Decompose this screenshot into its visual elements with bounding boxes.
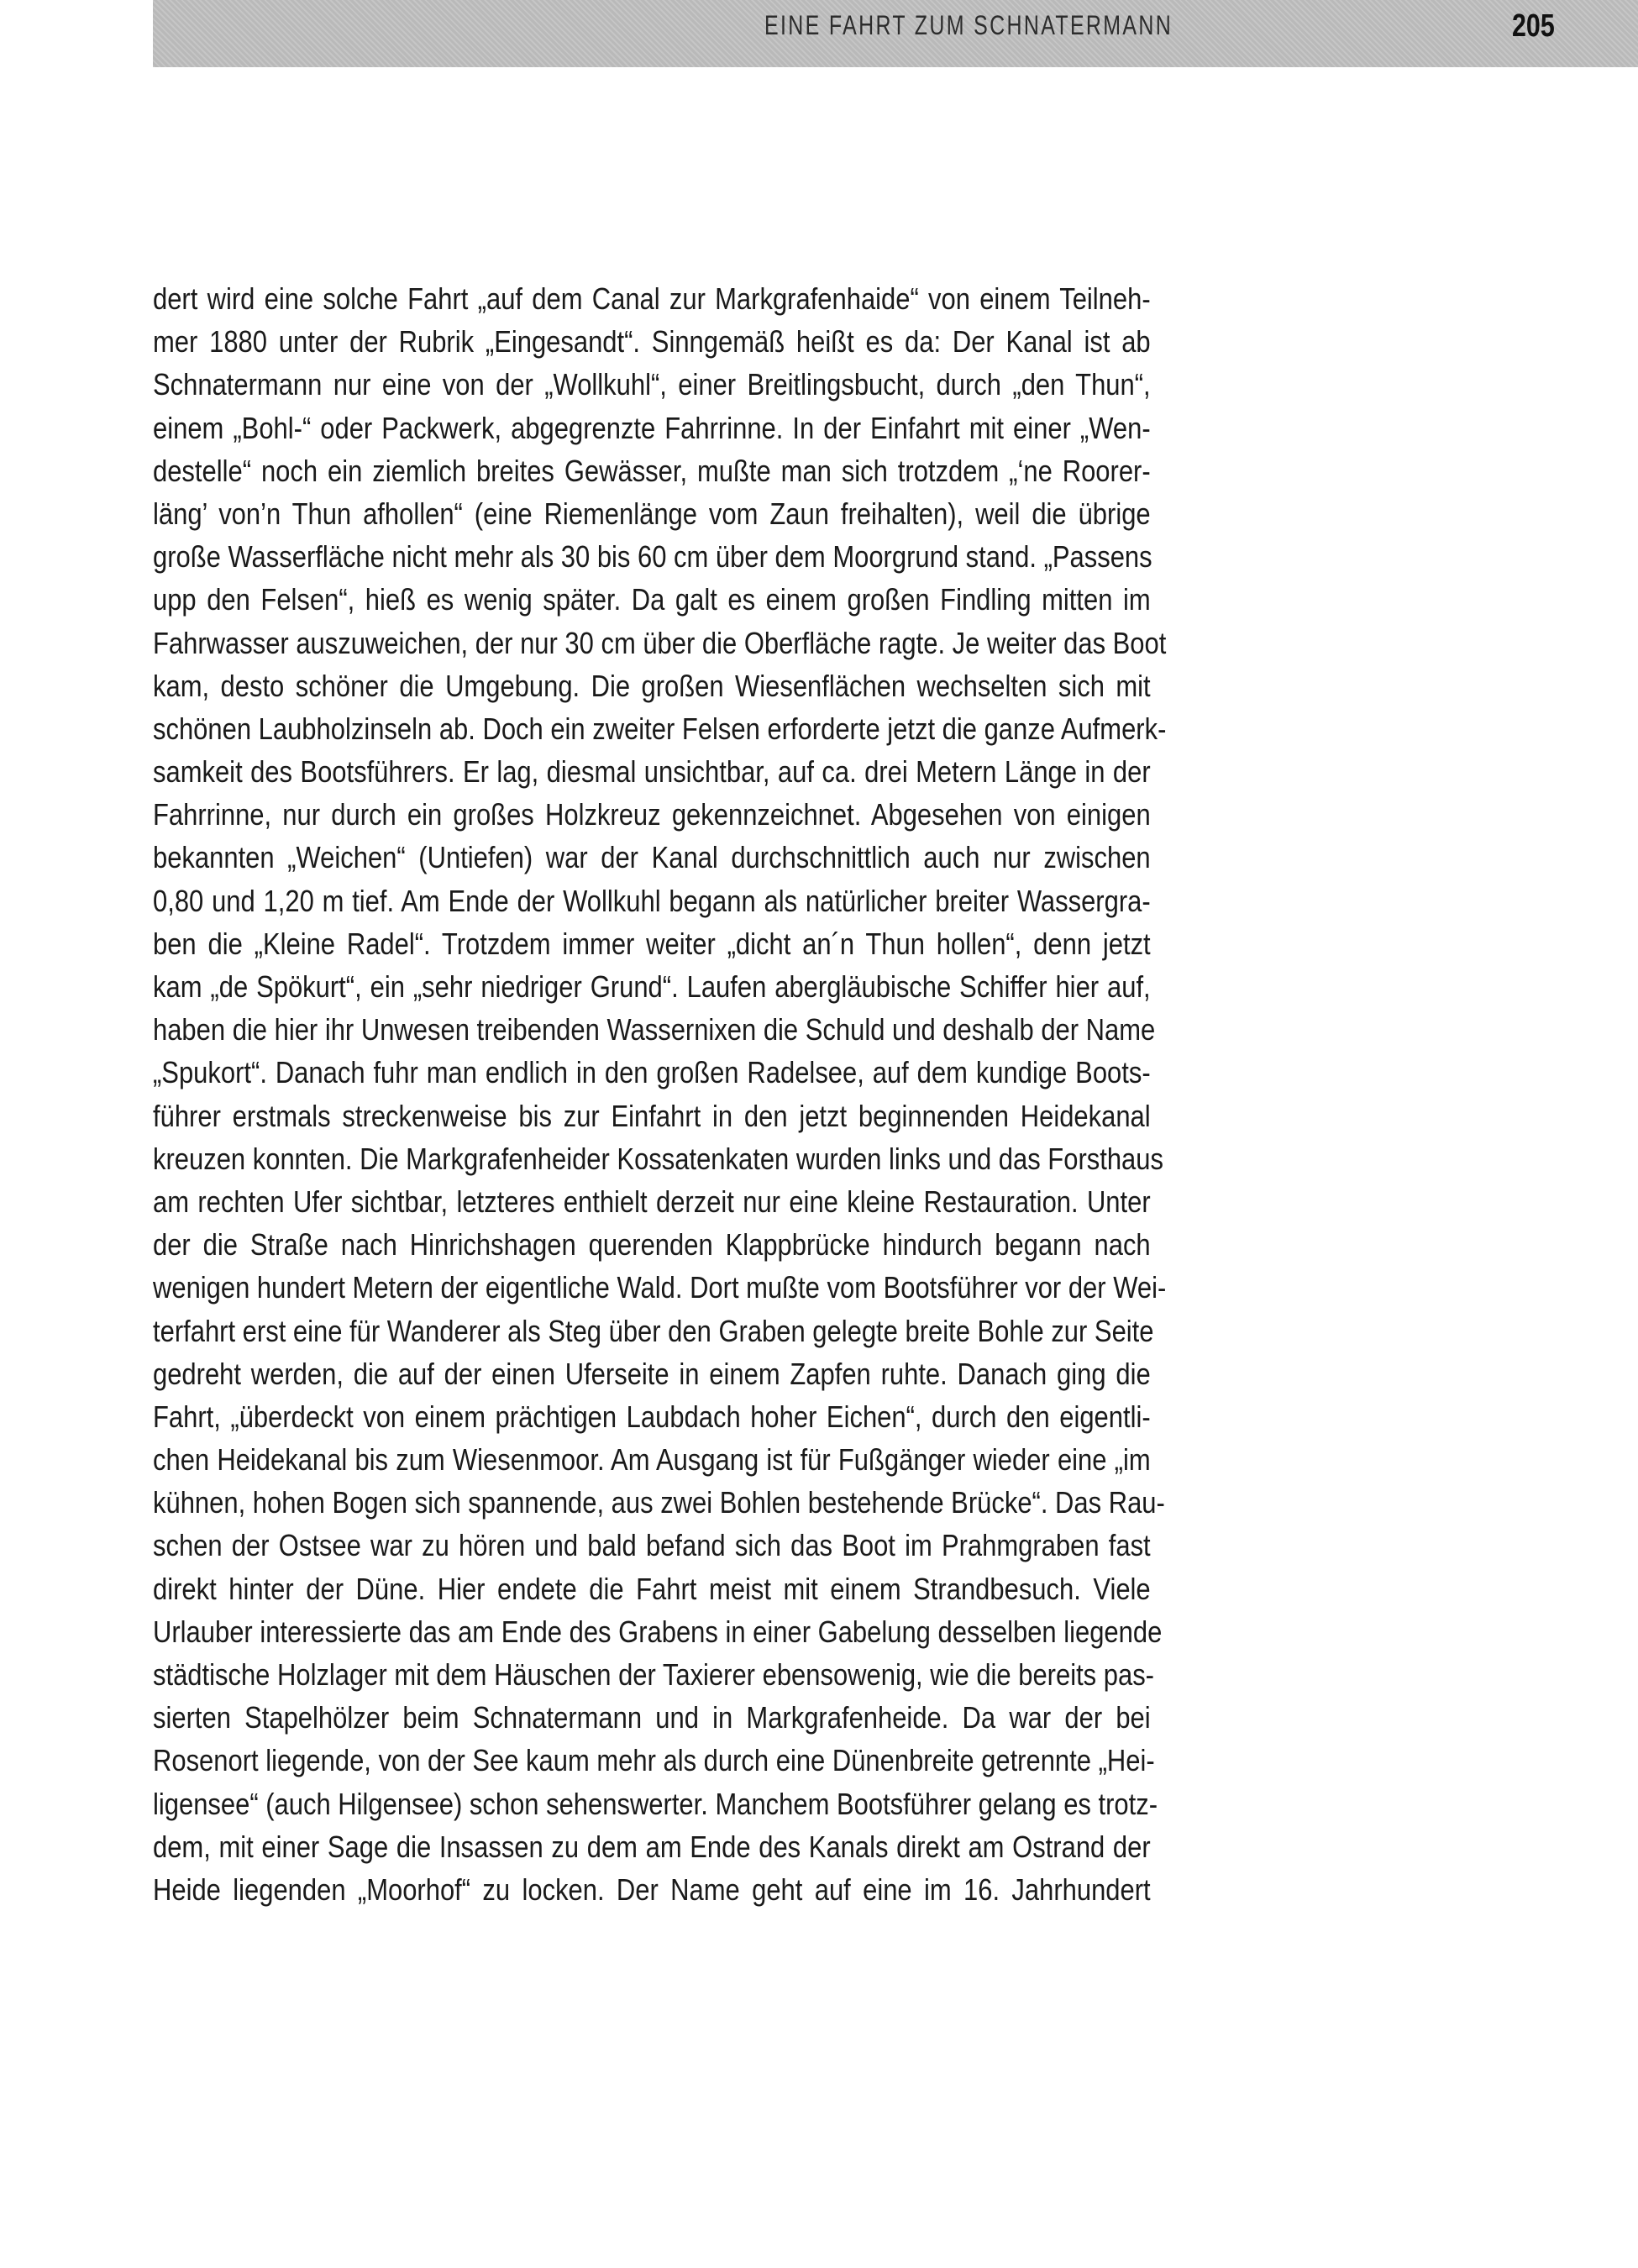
page-number: 205 [1512,8,1555,44]
text-line: „Spukort“. Danach fuhr man endlich in den großen Radelsee, auf dem kundige Boots- [153,1055,1151,1090]
text-line: läng’ von’n Thun afhollen“ (eine Riemenlänge vom Zaun freihalten), weil die übrige [153,496,1151,531]
text-line: sierten Stapelhölzer beim Schnatermann und in Markgrafenheide. Da war der bei [153,1700,1151,1735]
text-line: Fahrt, „überdeckt von einem prächtigen Laubdach hoher Eichen“, durch den eigentli- [153,1399,1151,1434]
text-line: Rosenort liegende, von der See kaum mehr als durch eine Dünenbreite getrennte „Hei- [153,1743,1155,1778]
text-line: destelle“ noch ein ziemlich breites Gewässer, mußte man sich trotzdem „‘ne Roorer- [153,453,1151,488]
text-line: städtische Holzlager mit dem Häuschen der Taxierer ebensowenig, wie die bereits pas- [153,1657,1155,1692]
text-line: kam, desto schöner die Umgebung. Die großen Wiesenflächen wechselten sich mit [153,668,1151,703]
text-line: schönen Laubholzinseln ab. Doch ein zweiter Felsen erforderte jetzt die ganze Aufmerk- [153,711,1167,746]
text-line: einem „Bohl-“ oder Packwerk, abgegrenzte Fahrrinne. In der Einfahrt mit einer „Wen- [153,410,1151,445]
text-line: upp den Felsen“, hieß es wenig später. Da galt es einem großen Findling mitten im [153,582,1151,617]
text-line: ligensee“ (auch Hilgensee) schon sehenswerter. Manchem Bootsführer gelang es trotz- [153,1786,1158,1821]
text-line: mer 1880 unter der Rubrik „Eingesandt“. Sinngemäß heißt es da: Der Kanal ist ab [153,324,1151,360]
body-text [153,277,1167,1911]
text-line: führer erstmals streckenweise bis zur Einfahrt in den jetzt beginnenden Heidekanal [153,1098,1151,1133]
text-line: dem, mit einer Sage die Insassen zu dem am Ende des Kanals direkt am Ostrand der [153,1829,1151,1864]
text-line: samkeit des Bootsführers. Er lag, diesmal unsichtbar, auf ca. drei Metern Länge in der [153,754,1151,790]
text-line: 0,80 und 1,20 m tief. Am Ende der Wollkuhl begann als natürlicher breiter Wassergra- [153,883,1151,918]
text-line: der die Straße nach Hinrichshagen querenden Klappbrücke hindurch begann nach [153,1227,1151,1263]
text-line: wenigen hundert Metern der eigentliche Wald. Dort mußte vom Bootsführer vor der Wei- [153,1270,1167,1305]
text-line: terfahrt erst eine für Wanderer als Steg über den Graben gelegte breite Bohle zur Seite [153,1313,1154,1348]
text-line: ben die „Kleine Radel“. Trotzdem immer weiter „dicht an´n Thun hollen“, denn jetzt [153,926,1151,961]
text-line: Schnatermann nur eine von der „Wollkuhl“, einer Breitlingsbucht, durch „den Thun“, [153,367,1151,402]
text-line: gedreht werden, die auf der einen Uferseite in einem Zapfen ruhte. Danach ging die [153,1356,1151,1391]
text-line: große Wasserfläche nicht mehr als 30 bis 60 cm über dem Moorgrund stand. „Passens [153,539,1152,575]
running-title: EINE FAHRT ZUM SCHNATERMANN [764,10,1173,40]
text-line: kühnen, hohen Bogen sich spannende, aus zwei Bohlen bestehende Brücke“. Das Rau- [153,1485,1165,1520]
text-line: Fahrwasser auszuweichen, der nur 30 cm über die Oberfläche ragte. Je weiter das Boot [153,625,1167,660]
text-line: direkt hinter der Düne. Hier endete die Fahrt meist mit einem Strandbesuch. Viele [153,1571,1151,1606]
text-line: kreuzen konnten. Die Markgrafenheider Kossatenkaten wurden links und das Forsthaus [153,1141,1163,1176]
text-line: bekannten „Weichen“ (Untiefen) war der Kanal durchschnittlich auch nur zwischen [153,840,1151,875]
text-line: am rechten Ufer sichtbar, letzteres enthielt derzeit nur eine kleine Restauration. Unter [153,1184,1151,1219]
text-line: chen Heidekanal bis zum Wiesenmoor. Am Ausgang ist für Fußgänger wieder eine „im [153,1442,1151,1478]
text-line: dert wird eine solche Fahrt „auf dem Canal zur Markgrafenhaide“ von einem Teilneh- [153,281,1151,316]
text-line: kam „de Spökurt“, ein „sehr niedriger Grund“. Laufen abergläubische Schiffer hier auf, [153,969,1151,1004]
text-line: haben die hier ihr Unwesen treibenden Wassernixen die Schuld und deshalb der Name [153,1012,1156,1047]
text-line: Heide liegenden „Moorhof“ zu locken. Der Name geht auf eine im 16. Jahrhundert [153,1872,1151,1907]
text-line: schen der Ostsee war zu hören und bald befand sich das Boot im Prahmgraben fast [153,1528,1151,1563]
text-line: Urlauber interessierte das am Ende des Grabens in einer Gabelung desselben liegende [153,1614,1163,1649]
text-line: Fahrrinne, nur durch ein großes Holzkreuz gekennzeichnet. Abgesehen von einigen [153,797,1151,832]
